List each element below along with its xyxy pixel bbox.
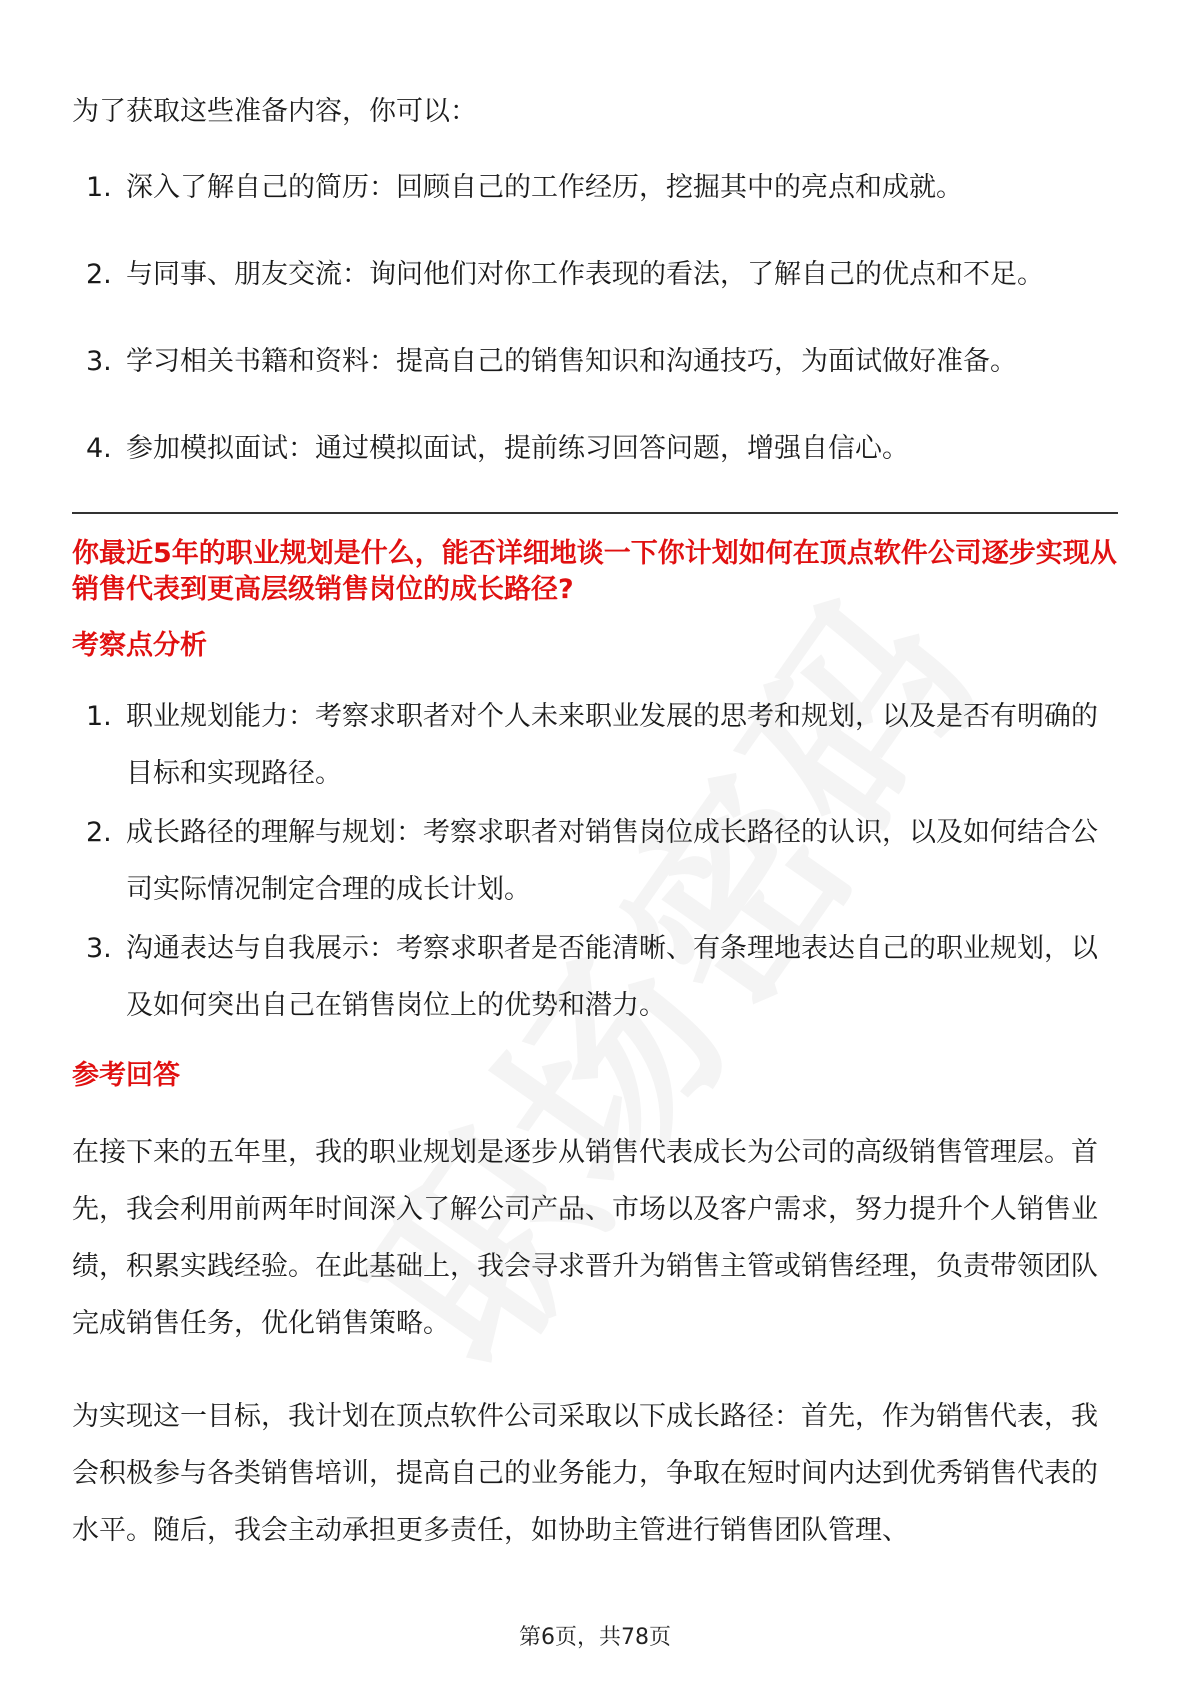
answer-paragraph: 在接下来的五年里，我的职业规划是逐步从销售代表成长为公司的高级销售管理层。首先，我会利用前两年时间深入了解公司产品、市场以及客户需求，努力提升个人销售业绩，积累实践经验。在此基础上，我会寻求晋升为销售主管或销售经理，负责带领团队完成销售任务，优化销售策略。 <box>72 1137 1098 1339</box>
analysis-list <box>72 688 1118 1034</box>
list-number: 4. <box>86 433 112 464</box>
list-number: 1. <box>86 172 112 203</box>
list-item <box>72 688 1118 802</box>
list-text: 沟通表达与自我展示：考察求职者是否能清晰、有条理地表达自己的职业规划，以及如何突出自己在销售岗位上的优势和潜力。 <box>126 933 1098 1021</box>
list-number: 1. <box>86 701 112 732</box>
list-text: 成长路径的理解与规划：考察求职者对销售岗位成长路径的认识，以及如何结合公司实际情况制定合理的成长计划。 <box>126 817 1098 905</box>
list-number: 2. <box>86 259 112 290</box>
section-divider <box>72 512 1118 514</box>
list-text: 参加模拟面试：通过模拟面试，提前练习回答问题，增强自信心。 <box>126 433 909 464</box>
answer-title: 参考回答 <box>72 1060 180 1091</box>
question-heading: 你最近5年的职业规划是什么，能否详细地谈一下你计划如何在顶点软件公司逐步实现从销售代表到更高层级销售岗位的成长路径? <box>72 538 1117 605</box>
list-item <box>72 255 1118 295</box>
list-number: 2. <box>86 817 112 848</box>
list-item <box>72 168 1118 208</box>
list-item <box>72 920 1118 1034</box>
list-item <box>72 429 1118 469</box>
page-footer: 第6页，共78页 <box>519 1625 671 1650</box>
list-number: 3. <box>86 933 112 964</box>
analysis-title: 考察点分析 <box>72 630 207 661</box>
list-number: 3. <box>86 346 112 377</box>
list-text: 深入了解自己的简历：回顾自己的工作经历，挖掘其中的亮点和成就。 <box>126 172 963 203</box>
list-item <box>72 342 1118 382</box>
prep-list <box>72 168 1118 469</box>
list-text: 与同事、朋友交流：询问他们对你工作表现的看法，了解自己的优点和不足。 <box>126 259 1044 290</box>
intro-text: 为了获取这些准备内容，你可以： <box>72 96 477 127</box>
list-item <box>72 804 1118 918</box>
page-content <box>72 92 1118 1595</box>
answer-paragraph: 为实现这一目标，我计划在顶点软件公司采取以下成长路径：首先，作为销售代表，我会积极参与各类销售培训，提高自己的业务能力，争取在短时间内达到优秀销售代表的水平。随后，我会主动承担更多责任，如协助主管进行销售团队管理、 <box>72 1401 1098 1546</box>
list-text: 学习相关书籍和资料：提高自己的销售知识和沟通技巧，为面试做好准备。 <box>126 346 1017 377</box>
list-text: 职业规划能力：考察求职者对个人未来职业发展的思考和规划，以及是否有明确的目标和实现路径。 <box>126 701 1098 789</box>
